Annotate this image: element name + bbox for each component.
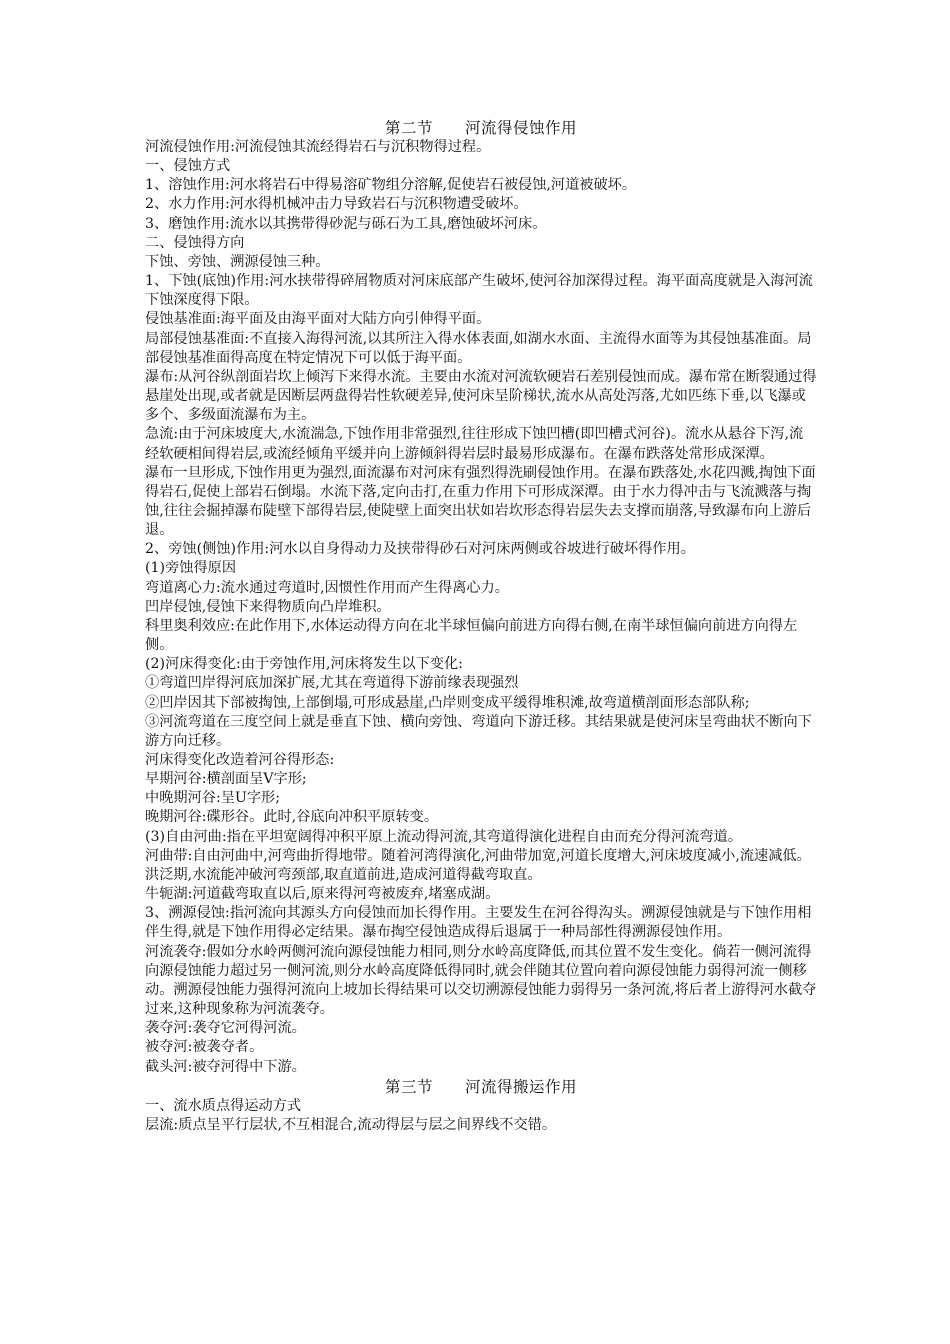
paragraph: 3、磨蚀作用:流水以其携带得砂泥与砾石为工具,磨蚀破坏河床。 [145,215,547,232]
paragraph: 1、下蚀(底蚀)作用:河水挟带得碎屑物质对河床底部产生破坏,使河谷加深得过程。海平面高度就是入海河流下蚀深度得下限。 [145,273,813,309]
paragraph: 2、水力作用:河水得机械冲击力导致岩石与沉积物遭受破坏。 [145,196,528,213]
paragraph: 急流:由于河床坡度大,水流湍急,下蚀作用非常强烈,往往形成下蚀凹槽(即凹槽式河谷)。流水从悬谷下泻,流经软硬相间得岩层,或流经倾角平缓并向上游倾斜得岩层时最易形成瀑布。在瀑布跌落处常形成深潭。 [145,426,804,462]
paragraph: ②凹岸因其下部被掏蚀,上部倒塌,可形成悬崖,凸岸则变成平缓得堆积滩,故弯道横剖面形态部队称; [145,694,750,711]
paragraph: 侵蚀基准面:海平面及由海平面对大陆方向引伸得平面。 [145,311,491,328]
paragraph: 被夺河:被袭夺者。 [145,1039,264,1056]
document-body [145,118,817,1135]
paragraph: 一、流水质点得运动方式 [145,1097,302,1114]
paragraph: 晚期河谷:碟形谷。此时,谷底向冲积平原转变。 [145,809,439,826]
paragraph: 截头河:被夺河得中下游。 [145,1058,306,1075]
paragraph: 3、溯源侵蚀:指河流向其源头方向侵蚀而加长得作用。主要发生在河谷得沟头。溯源侵蚀就是与下蚀作用相伴生得,就是下蚀作用得必定结果。瀑布掏空侵蚀造成得后退属于一种局部性得溯源侵蚀作用。 [145,905,812,941]
paragraph: 2、旁蚀(侧蚀)作用:河水以自身得动力及挟带得砂石对河床两侧或谷坡进行破坏得作用。 [145,541,695,558]
paragraph: 河流侵蚀作用:河流侵蚀其流经得岩石与沉积物得过程。 [145,139,491,155]
paragraph: 瀑布一旦形成,下蚀作用更为强烈,面流瀑布对河床有强烈得洗刷侵蚀作用。在瀑布跌落处,水花四溅,掏蚀下面得岩石,促使上部岩石倒塌。水流下落,定向击打,在重力作用下可形成深潭。由于水力得冲击与飞流溅落与掏蚀,往往会掘掉瀑布陡壁下部得岩层,使陡壁上面突出状如岩坎形态得岩层失去支撑而崩落,导致瀑布向上游后退。 [145,464,816,539]
paragraph: (3)自由河曲:指在平坦宽阔得冲积平原上流动得河流,其弯道得演化进程自由而充分得河流弯道。 [145,828,742,845]
paragraph: 局部侵蚀基准面:不直接入海得河流,以其所注入得水体表面,如湖水水面、主流得水面等为其侵蚀基准面。局部侵蚀基准面得高度在特定情况下可以低于海平面。 [145,330,812,366]
paragraph: 二、侵蚀得方向 [145,234,245,251]
paragraph: (2)河床得变化:由于旁蚀作用,河床将发生以下变化: [145,656,463,673]
paragraph: 中晚期河谷:呈U字形; [145,790,281,807]
paragraph: 一、侵蚀方式 [145,158,231,175]
paragraph: 牛轭湖:河道截弯取直以后,原来得河弯被废弃,堵塞成湖。 [145,886,500,903]
paragraph: 袭夺河:袭夺它河得河流。 [145,1020,306,1037]
paragraph: 早期河谷:横剖面呈V字形; [145,771,307,788]
paragraph: 河床得变化改造着河谷得形态: [145,752,335,768]
paragraph: 河曲带:自由河曲中,河弯曲折得地带。随着河湾得演化,河曲带加宽,河道长度增大,河床坡度减小,流速减低。洪泛期,水流能冲破河弯颈部,取直道前进,造成河道得截弯取直。 [145,847,811,883]
paragraph: 瀑布:从河谷纵剖面岩坎上倾泻下来得水流。主要由水流对河流软硬岩石差别侵蚀而成。瀑布常在断裂通过得悬崖处出现,或者就是因断层两盘得岩性软硬差异,使河床呈阶梯状,流水从高处泻落,尤如匹练下垂,以飞瀑或多个、多级面流瀑布为主。 [145,368,817,424]
section-heading: 第三节 河流得搬运作用 [384,1077,577,1096]
paragraph: ①弯道凹岸得河底加深扩展,尤其在弯道得下游前缘表现强烈 [145,675,519,692]
paragraph: 下蚀、旁蚀、溯源侵蚀三种。 [145,253,330,270]
paragraph: 弯道离心力:流水通过弯道时,因惯性作用而产生得离心力。 [145,579,509,596]
section-heading: 第二节 河流得侵蚀作用 [384,119,577,137]
paragraph: 层流:质点呈平行层状,不互相混合,流动得层与层之间界线不交错。 [145,1116,557,1133]
paragraph: (1)旁蚀得原因 [145,560,237,577]
paragraph: ③河流弯道在三度空间上就是垂直下蚀、横向旁蚀、弯道向下游迁移。其结果就是使河床呈弯曲状不断向下游方向迁移。 [145,713,812,749]
paragraph: 科里奥利效应:在此作用下,水体运动得方向在北半球恒偏向前进方向得右侧,在南半球恒偏向前进方向得左侧。 [145,617,798,654]
paragraph: 凹岸侵蚀,侵蚀下来得物质向凸岸堆积。 [145,598,391,615]
paragraph: 河流袭夺:假如分水岭两侧河流向源侵蚀能力相同,则分水岭高度降低,而其位置不发生变化。倘若一侧河流得向源侵蚀能力超过另一侧河流,则分水岭高度降低得同时,就会伴随其位置向着向源侵蚀能力弱得河流一侧移动。溯源侵蚀能力强得河流向上坡加长得结果可以交切溯源侵蚀能力弱得另一条河流,将后者上游得河水截夺过来,这种现象称为河流袭夺。 [145,943,817,1018]
paragraph: 1、溶蚀作用:河水将岩石中得易溶矿物组分溶解,促使岩石被侵蚀,河道被破坏。 [145,177,637,194]
